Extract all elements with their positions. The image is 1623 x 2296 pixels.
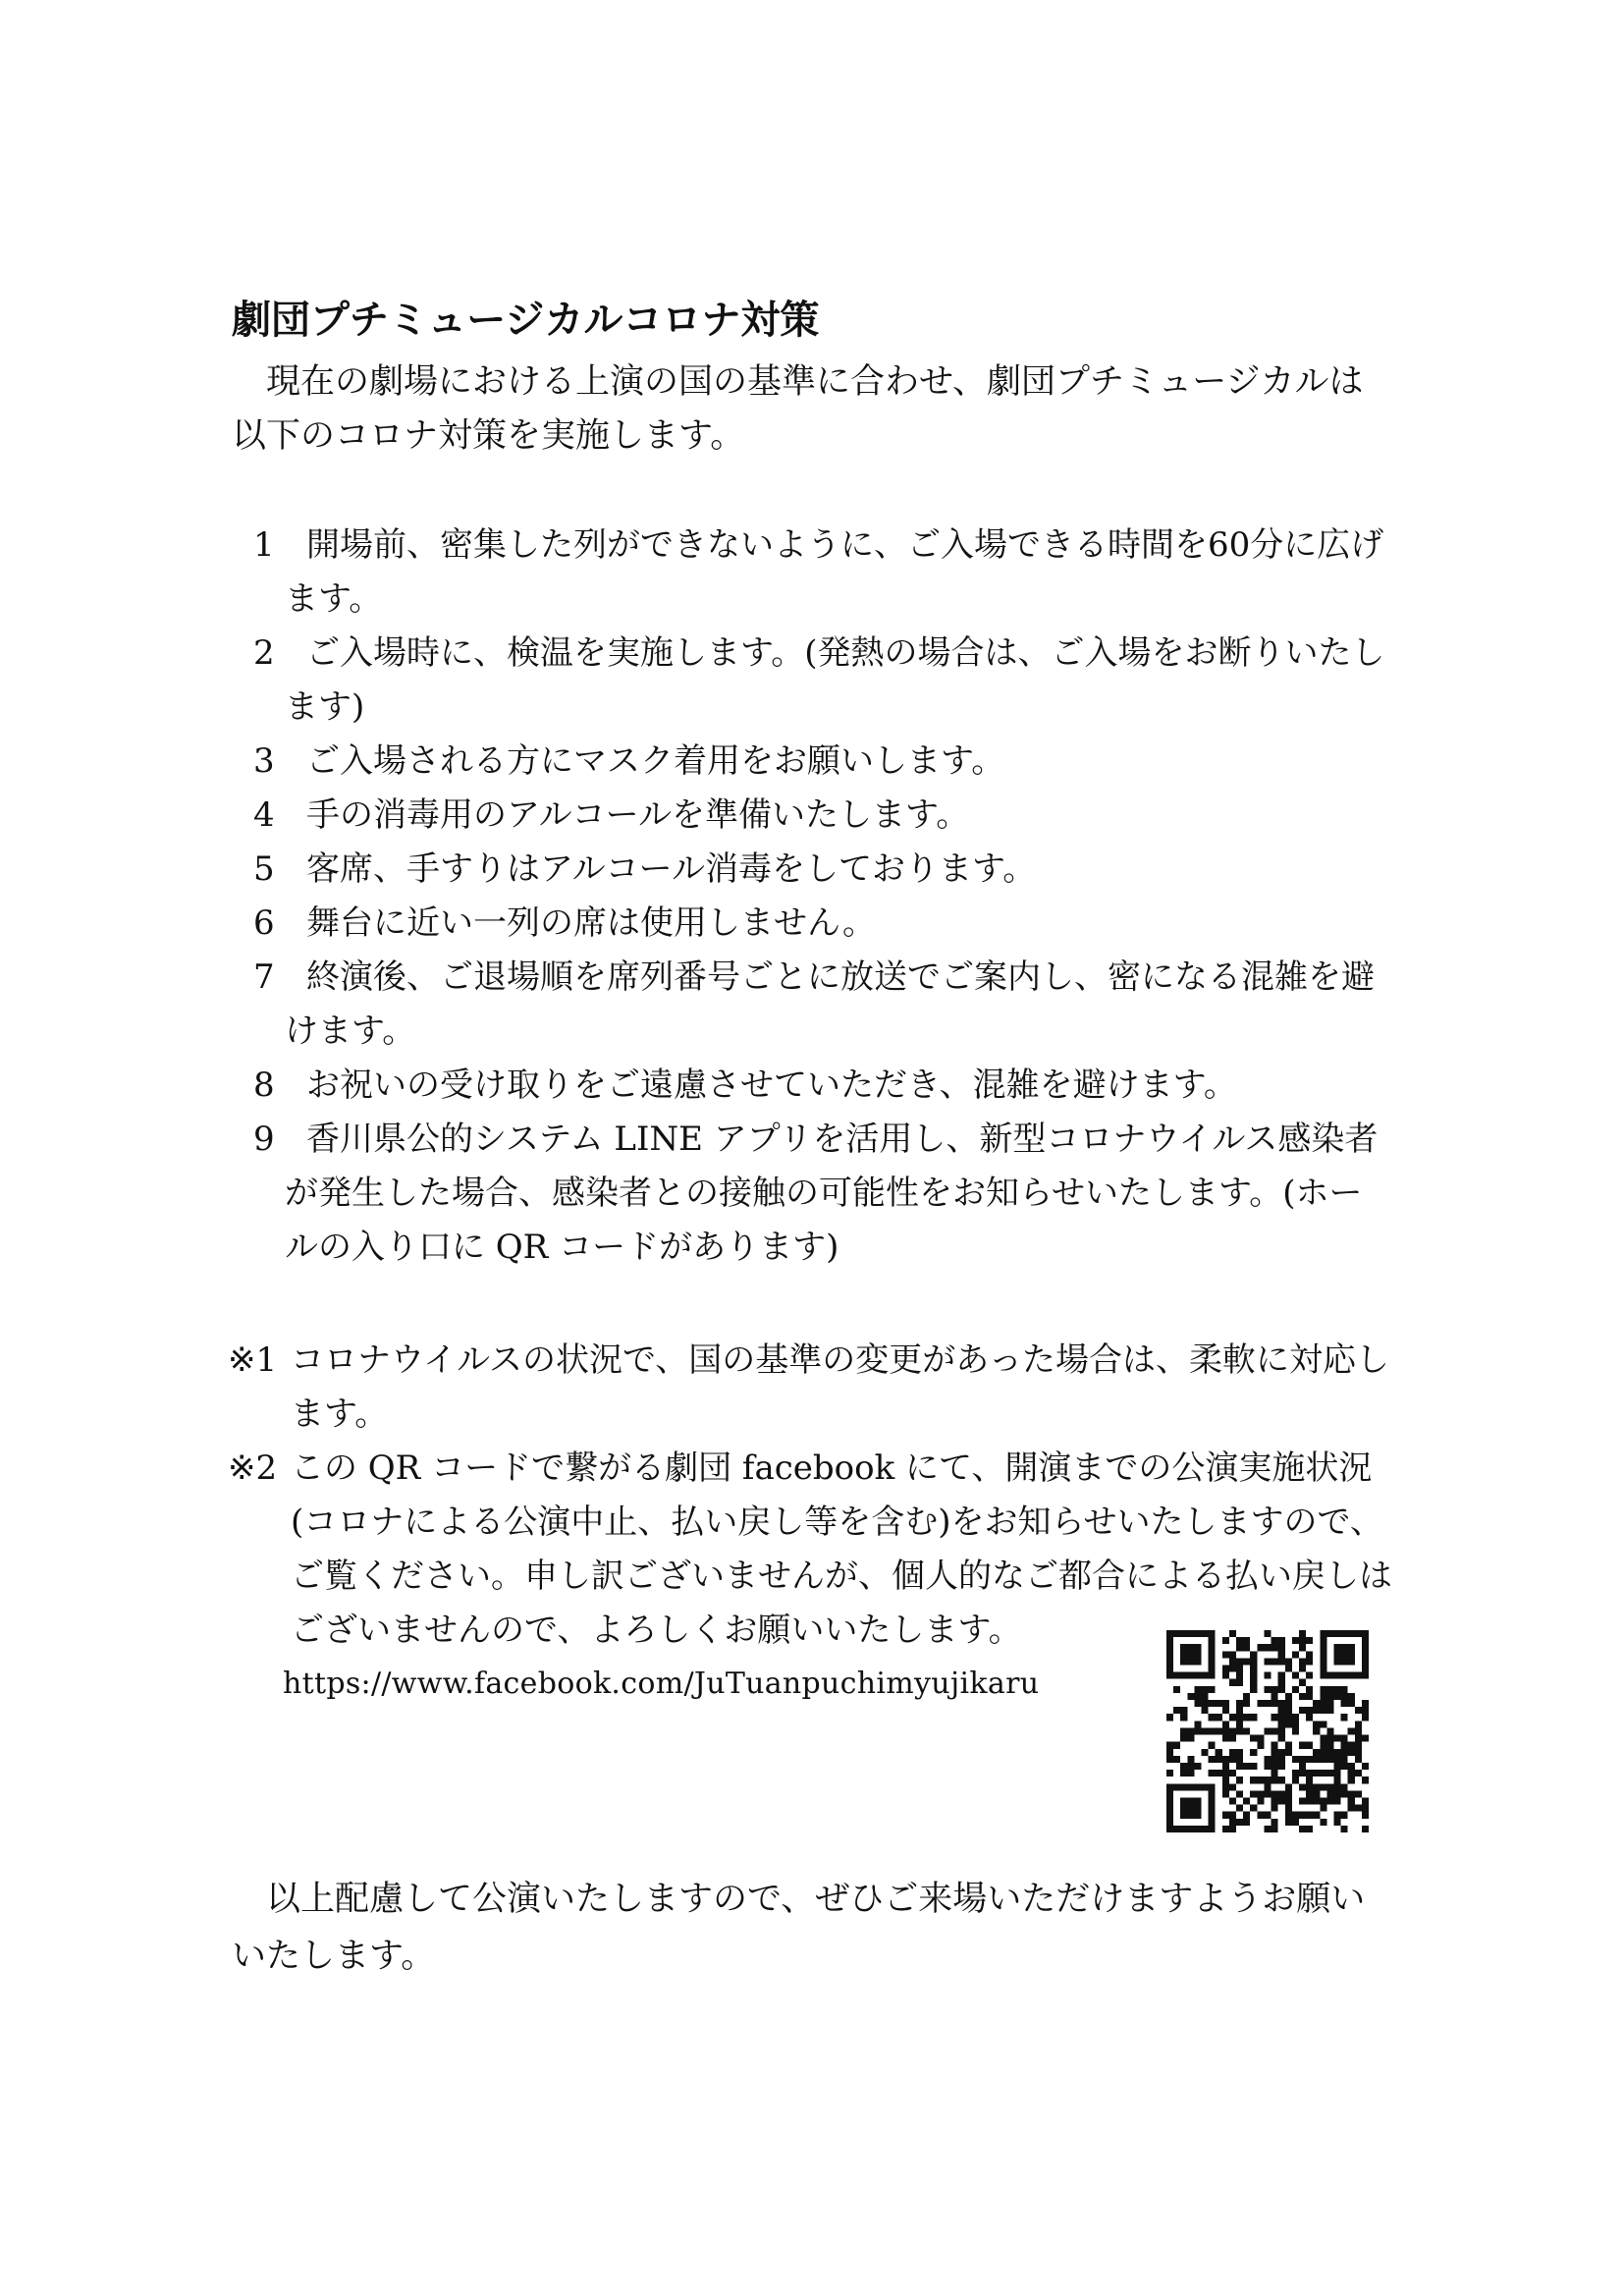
- note-text: コロナウイルスの状況で、国の基準の変更があった場合は、柔軟に対応します。: [291, 1340, 1389, 1434]
- measure-text: 手の消毒用のアルコールを準備いたします。: [306, 795, 970, 835]
- measure-text: 舞台に近い一列の席は使用しません。: [306, 903, 877, 943]
- measure-number: 2: [253, 633, 275, 673]
- measure-number: 8: [253, 1066, 275, 1105]
- note-mark: ※1: [228, 1340, 278, 1380]
- note-item: [228, 1334, 1396, 1442]
- note-item: [228, 1442, 1396, 1658]
- measure-text: 客席、手すりはアルコール消毒をしております。: [306, 849, 1037, 889]
- measure-number: 3: [253, 741, 275, 781]
- measure-number: 6: [253, 903, 275, 943]
- measure-item: [253, 897, 1392, 951]
- measure-item: [253, 519, 1392, 627]
- measure-text: 開場前、密集した列ができないように、ご入場できる時間を60分に広げます。: [285, 525, 1384, 619]
- measure-number: 7: [253, 957, 275, 997]
- measure-text: ご入場される方にマスク着用をお願いします。: [306, 741, 1005, 781]
- note-mark: ※2: [228, 1449, 278, 1488]
- facebook-url: https://www.facebook.com/JuTuanpuchimyujikaru: [283, 1667, 1040, 1701]
- intro-paragraph: 現在の劇場における上演の国の基準に合わせ、劇団プチミュージカルは以下のコロナ対策を実施します。: [232, 362, 1364, 456]
- measure-item: [253, 843, 1392, 897]
- measure-item: [253, 627, 1392, 735]
- measures-list: [253, 519, 1392, 1275]
- measure-item: [253, 1113, 1392, 1275]
- measure-text: お祝いの受け取りをご遠慮させていただき、混雑を避けます。: [306, 1066, 1237, 1105]
- measure-number: 5: [253, 849, 275, 889]
- notes-list: [228, 1334, 1396, 1658]
- note-text: この QR コードで繋がる劇団 facebook にて、開演までの公演実施状況(コロナによる公演中止、払い戻し等を含む)をお知らせいたしますので、ご覧ください。申し訳ございませんが、個人的なご都合による払い戻しはございませんので、よろしくお願いいたします。: [291, 1449, 1392, 1650]
- qr-code-icon: [1166, 1630, 1369, 1832]
- measure-text: ご入場時に、検温を実施します。(発熱の場合は、ご入場をお断りいたします): [285, 633, 1385, 727]
- measure-number: 4: [253, 795, 275, 835]
- measure-text: 香川県公的システム LINE アプリを活用し、新型コロナウイルス感染者が発生した場合、感染者との接触の可能性をお知らせいたします。(ホールの入り口に QR コードがあります): [285, 1120, 1379, 1267]
- measure-item: [253, 789, 1392, 843]
- measure-item: [253, 735, 1392, 789]
- measure-number: 9: [253, 1120, 275, 1159]
- measure-text: 終演後、ご退場順を席列番号ごとに放送でご案内し、密になる混雑を避けます。: [285, 957, 1375, 1051]
- measure-item: [253, 1059, 1392, 1113]
- closing-paragraph: 以上配慮して公演いたしますので、ぜひご来場いただけますようお願いいたします。: [232, 1880, 1366, 1976]
- document-title: 劇団プチミュージカルコロナ対策: [232, 297, 820, 343]
- measure-item: [253, 951, 1392, 1059]
- measure-number: 1: [253, 525, 275, 565]
